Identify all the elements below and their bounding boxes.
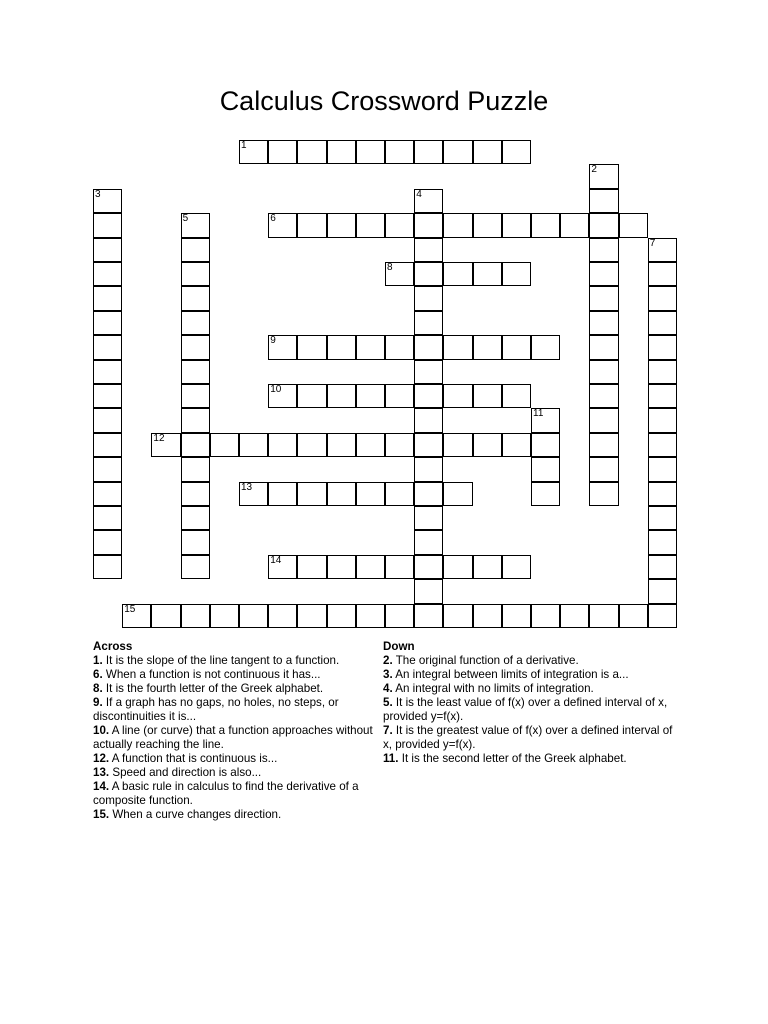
grid-cell[interactable]: [648, 530, 677, 554]
grid-cell[interactable]: [297, 384, 326, 408]
grid-cell[interactable]: [385, 335, 414, 359]
grid-cell[interactable]: [648, 457, 677, 481]
grid-cell[interactable]: [181, 384, 210, 408]
clue-number: 11.: [383, 752, 399, 765]
grid-cell[interactable]: [93, 482, 122, 506]
cell-number: 5: [182, 213, 189, 225]
grid-cell[interactable]: [531, 408, 560, 432]
grid-cell[interactable]: [443, 140, 472, 164]
grid-cell[interactable]: [181, 213, 210, 237]
grid-cell[interactable]: [327, 604, 356, 628]
clue-text: When a function is not continuous it has...: [105, 668, 321, 681]
grid-cell[interactable]: [531, 433, 560, 457]
grid-cell[interactable]: [589, 482, 618, 506]
grid-cell[interactable]: [531, 604, 560, 628]
cell-number: 1: [241, 140, 247, 151]
grid-cell[interactable]: [93, 408, 122, 432]
across-clue: [93, 668, 383, 682]
grid-cell[interactable]: [589, 238, 618, 262]
grid-cell[interactable]: [414, 408, 443, 432]
grid-cell[interactable]: [648, 262, 677, 286]
grid-cell[interactable]: [473, 555, 502, 579]
grid-cell[interactable]: [414, 360, 443, 384]
grid-cell[interactable]: [268, 555, 297, 579]
down-clue: [383, 696, 683, 724]
grid-cell[interactable]: [181, 238, 210, 262]
grid-cell[interactable]: [327, 482, 356, 506]
cell-number: 15: [124, 603, 136, 615]
across-clue: [93, 752, 383, 766]
grid-cell[interactable]: [648, 555, 677, 579]
clue-text: If a graph has no gaps, no holes, no steps, or discontinuities it is...: [93, 696, 339, 723]
cell-number: 13: [241, 481, 253, 493]
grid-cell[interactable]: [589, 311, 618, 335]
grid-cell[interactable]: [589, 408, 618, 432]
grid-cell[interactable]: [589, 360, 618, 384]
grid-cell[interactable]: [93, 311, 122, 335]
grid-cell[interactable]: [414, 335, 443, 359]
grid-cell[interactable]: [210, 433, 239, 457]
cell-number: 8: [387, 262, 393, 273]
grid-cell[interactable]: [151, 604, 180, 628]
grid-cell[interactable]: [648, 360, 677, 384]
grid-cell[interactable]: [93, 286, 122, 310]
grid-cell[interactable]: [502, 555, 531, 579]
grid-cell[interactable]: [93, 555, 122, 579]
grid-cell[interactable]: [414, 433, 443, 457]
grid-cell[interactable]: [648, 311, 677, 335]
grid-cell[interactable]: [443, 213, 472, 237]
grid-cell[interactable]: [502, 335, 531, 359]
grid-cell[interactable]: [356, 482, 385, 506]
across-clue: [93, 780, 383, 808]
grid-cell[interactable]: [385, 384, 414, 408]
grid-cell[interactable]: [181, 286, 210, 310]
grid-cell[interactable]: [414, 311, 443, 335]
clue-text: A function that is continuous is...: [111, 752, 278, 765]
grid-cell[interactable]: [531, 213, 560, 237]
cell-number: 2: [591, 164, 597, 176]
grid-cell[interactable]: [648, 335, 677, 359]
grid-cell[interactable]: [93, 530, 122, 554]
grid-cell[interactable]: [297, 555, 326, 579]
clue-number: 3.: [383, 668, 393, 681]
grid-cell[interactable]: [589, 335, 618, 359]
grid-cell[interactable]: [443, 384, 472, 408]
grid-cell[interactable]: [560, 604, 589, 628]
grid-cell[interactable]: [414, 604, 443, 628]
grid-cell[interactable]: [473, 335, 502, 359]
grid-cell[interactable]: [268, 384, 297, 408]
grid-cell[interactable]: [268, 482, 297, 506]
grid-cell[interactable]: [648, 238, 677, 262]
grid-cell[interactable]: [327, 433, 356, 457]
grid-cell[interactable]: [414, 238, 443, 262]
clue-text: It is the second letter of the Greek alphabet.: [401, 752, 627, 765]
clue-number: 9.: [93, 696, 103, 709]
grid-cell[interactable]: [210, 604, 239, 628]
grid-cell[interactable]: [531, 335, 560, 359]
cell-number: 11: [533, 408, 544, 420]
grid-cell[interactable]: [327, 384, 356, 408]
grid-cell[interactable]: [589, 164, 618, 188]
grid-cell[interactable]: [560, 213, 589, 237]
grid-cell[interactable]: [473, 604, 502, 628]
grid-cell[interactable]: [648, 384, 677, 408]
cell-number: 7: [649, 237, 656, 249]
grid-cell[interactable]: [268, 213, 297, 237]
grid-cell[interactable]: [239, 140, 268, 164]
clue-number: 1.: [93, 654, 103, 667]
grid-cell[interactable]: [356, 604, 385, 628]
grid-cell[interactable]: [181, 433, 210, 457]
grid-cell[interactable]: [93, 433, 122, 457]
grid-cell[interactable]: [414, 579, 443, 603]
clue-number: 13.: [93, 766, 110, 779]
cell-number: 9: [270, 335, 276, 347]
grid-cell[interactable]: [473, 213, 502, 237]
grid-cell[interactable]: [648, 482, 677, 506]
across-heading: Across: [93, 640, 133, 653]
grid-cell[interactable]: [239, 604, 268, 628]
cell-number: 12: [153, 432, 165, 444]
grid-cell[interactable]: [589, 213, 618, 237]
grid-cell[interactable]: [93, 457, 122, 481]
grid-cell[interactable]: [414, 482, 443, 506]
grid-cell[interactable]: [356, 140, 385, 164]
clue-text: It is the slope of the line tangent to a function.: [105, 654, 340, 667]
grid-cell[interactable]: [356, 384, 385, 408]
grid-cell[interactable]: [297, 433, 326, 457]
clue-number: 2.: [383, 654, 393, 667]
down-clue: [383, 724, 683, 752]
clue-number: 14.: [93, 780, 110, 793]
grid-cell[interactable]: [181, 311, 210, 335]
grid-cell[interactable]: [414, 506, 443, 530]
grid-cell[interactable]: [414, 384, 443, 408]
clue-text: It is the fourth letter of the Greek alphabet.: [105, 682, 324, 695]
grid-cell[interactable]: [93, 238, 122, 262]
grid-cell[interactable]: [356, 555, 385, 579]
across-clue: [93, 766, 383, 780]
grid-cell[interactable]: [443, 482, 472, 506]
grid-cell[interactable]: [648, 506, 677, 530]
down-clues: [383, 640, 683, 766]
grid-cell[interactable]: [473, 140, 502, 164]
puzzle-title: Calculus Crossword Puzzle: [219, 86, 549, 116]
grid-cell[interactable]: [443, 555, 472, 579]
grid-cell[interactable]: [502, 262, 531, 286]
grid-cell[interactable]: [385, 140, 414, 164]
grid-cell[interactable]: [414, 189, 443, 213]
across-clue: [93, 724, 383, 752]
grid-cell[interactable]: [356, 433, 385, 457]
grid-cell[interactable]: [181, 262, 210, 286]
clue-number: 7.: [383, 724, 393, 737]
across-clue: [93, 696, 383, 724]
grid-cell[interactable]: [414, 555, 443, 579]
grid-cell[interactable]: [443, 604, 472, 628]
grid-cell[interactable]: [181, 530, 210, 554]
clue-text: It is the greatest value of f(x) over a defined interval of x, provided y=f(x).: [383, 724, 673, 751]
grid-cell[interactable]: [268, 604, 297, 628]
grid-cell[interactable]: [414, 530, 443, 554]
grid-cell[interactable]: [181, 457, 210, 481]
cell-number: 10: [270, 384, 282, 395]
grid-cell[interactable]: [414, 262, 443, 286]
down-heading: Down: [383, 640, 415, 653]
grid-cell[interactable]: [648, 286, 677, 310]
clue-text: Speed and direction is also...: [112, 766, 262, 779]
grid-cell[interactable]: [93, 189, 122, 213]
grid-cell[interactable]: [181, 604, 210, 628]
grid-cell[interactable]: [181, 335, 210, 359]
grid-cell[interactable]: [473, 262, 502, 286]
grid-cell[interactable]: [93, 335, 122, 359]
grid-cell[interactable]: [443, 335, 472, 359]
clue-number: 4.: [383, 682, 393, 695]
grid-cell[interactable]: [443, 262, 472, 286]
grid-cell[interactable]: [473, 384, 502, 408]
grid-cell[interactable]: [268, 335, 297, 359]
grid-cell[interactable]: [181, 506, 210, 530]
grid-cell[interactable]: [414, 457, 443, 481]
grid-cell[interactable]: [181, 555, 210, 579]
grid-cell[interactable]: [385, 555, 414, 579]
clue-text: It is the least value of f(x) over a defined interval of x, provided y=f(x).: [383, 696, 668, 723]
grid-cell[interactable]: [151, 433, 180, 457]
grid-cell[interactable]: [93, 213, 122, 237]
grid-cell[interactable]: [414, 213, 443, 237]
clue-number: 5.: [383, 696, 393, 709]
clue-number: 8.: [93, 682, 103, 695]
cell-number: 4: [416, 188, 422, 200]
across-clue: [93, 654, 383, 668]
grid-cell[interactable]: [297, 604, 326, 628]
clue-number: 15.: [93, 808, 110, 821]
grid-cell[interactable]: [648, 579, 677, 603]
grid-cell[interactable]: [589, 262, 618, 286]
grid-cell[interactable]: [327, 555, 356, 579]
grid-cell[interactable]: [648, 604, 677, 628]
grid-cell[interactable]: [385, 213, 414, 237]
grid-cell[interactable]: [619, 604, 648, 628]
grid-cell[interactable]: [589, 604, 618, 628]
clue-text: An integral with no limits of integration.: [395, 682, 594, 695]
cell-number: 3: [95, 188, 101, 200]
grid-cell[interactable]: [473, 433, 502, 457]
clue-number: 6.: [93, 668, 103, 681]
clue-text: A basic rule in calculus to find the derivative of a composite function.: [93, 780, 359, 807]
grid-cell[interactable]: [268, 140, 297, 164]
grid-cell[interactable]: [502, 140, 531, 164]
grid-cell[interactable]: [93, 506, 122, 530]
clue-text: The original function of a derivative.: [395, 654, 579, 667]
grid-cell[interactable]: [181, 360, 210, 384]
grid-cell[interactable]: [648, 408, 677, 432]
down-clue: [383, 752, 683, 766]
grid-cell[interactable]: [531, 482, 560, 506]
grid-cell[interactable]: [93, 384, 122, 408]
down-clue: [383, 668, 683, 682]
grid-cell[interactable]: [385, 482, 414, 506]
grid-cell[interactable]: [297, 482, 326, 506]
grid-cell[interactable]: [239, 433, 268, 457]
grid-cell[interactable]: [589, 433, 618, 457]
grid-cell[interactable]: [648, 433, 677, 457]
grid-cell[interactable]: [93, 262, 122, 286]
grid-cell[interactable]: [502, 213, 531, 237]
clue-number: 10.: [93, 724, 110, 737]
grid-cell[interactable]: [589, 189, 618, 213]
grid-cell[interactable]: [93, 360, 122, 384]
grid-cell[interactable]: [297, 335, 326, 359]
grid-cell[interactable]: [414, 286, 443, 310]
grid-cell[interactable]: [297, 140, 326, 164]
grid-cell[interactable]: [181, 482, 210, 506]
grid-cell[interactable]: [327, 213, 356, 237]
grid-cell[interactable]: [443, 433, 472, 457]
down-clue: [383, 682, 683, 696]
clue-number: 12.: [93, 752, 110, 765]
clue-text: When a curve changes direction.: [112, 808, 282, 821]
grid-cell[interactable]: [385, 604, 414, 628]
grid-cell[interactable]: [414, 140, 443, 164]
grid-cell[interactable]: [327, 140, 356, 164]
grid-cell[interactable]: [239, 482, 268, 506]
clue-text: An integral between limits of integration is a...: [395, 668, 629, 681]
grid-cell[interactable]: [502, 604, 531, 628]
across-clues: [93, 640, 383, 822]
grid-cell[interactable]: [356, 213, 385, 237]
across-clue: [93, 808, 383, 822]
grid-cell[interactable]: [589, 384, 618, 408]
cell-number: 14: [270, 554, 282, 566]
grid-cell[interactable]: [181, 408, 210, 432]
grid-cell[interactable]: [589, 457, 618, 481]
cell-number: 6: [270, 213, 276, 225]
grid-cell[interactable]: [502, 433, 531, 457]
down-clue: [383, 654, 683, 668]
across-clue: [93, 682, 383, 696]
grid-cell[interactable]: [619, 213, 648, 237]
grid-cell[interactable]: [327, 335, 356, 359]
grid-cell[interactable]: [122, 604, 151, 628]
clue-text: A line (or curve) that a function approaches without actually reaching the line.: [93, 724, 373, 751]
grid-cell[interactable]: [531, 457, 560, 481]
grid-cell[interactable]: [268, 433, 297, 457]
grid-cell[interactable]: [356, 335, 385, 359]
grid-cell[interactable]: [385, 262, 414, 286]
grid-cell[interactable]: [385, 433, 414, 457]
grid-cell[interactable]: [297, 213, 326, 237]
grid-cell[interactable]: [502, 384, 531, 408]
grid-cell[interactable]: [589, 286, 618, 310]
